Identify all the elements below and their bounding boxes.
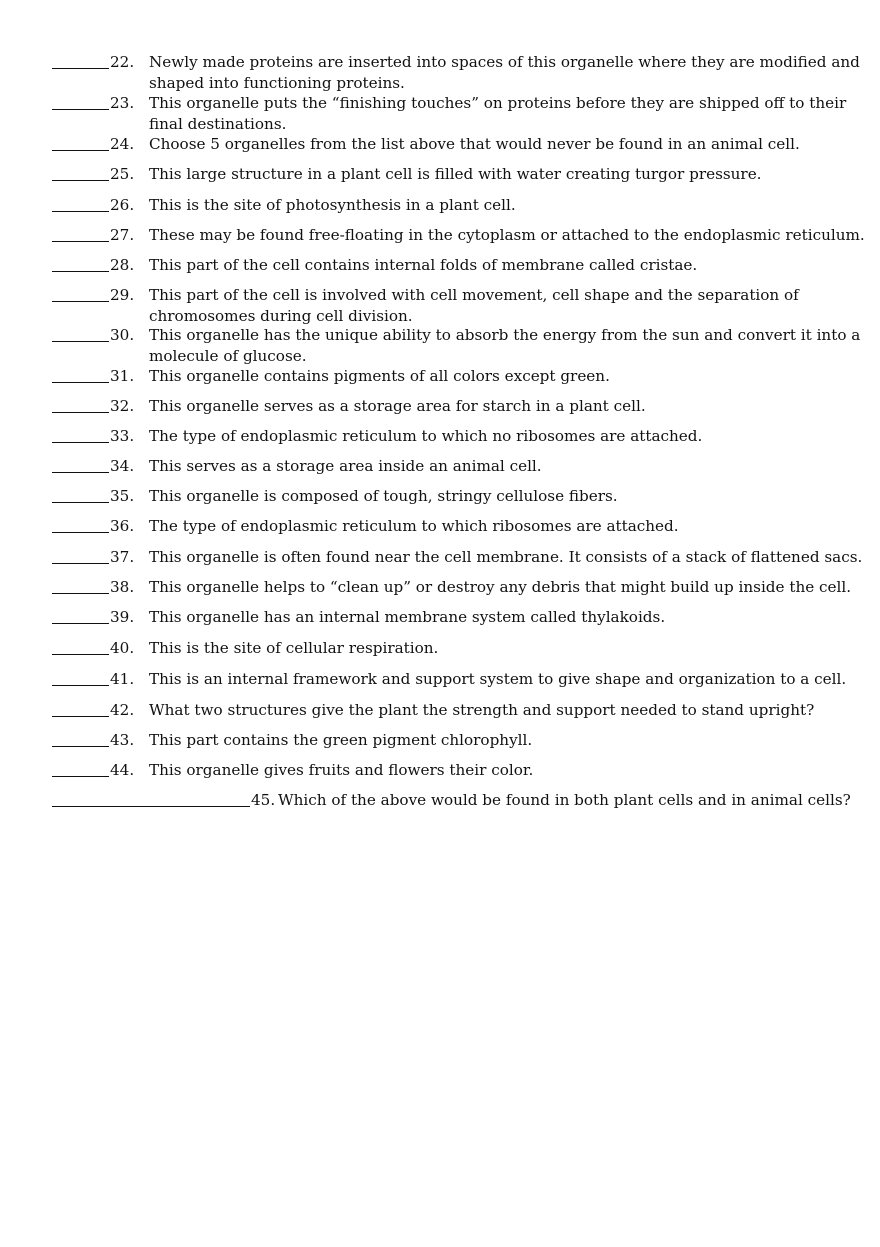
question-number: 45. bbox=[251, 791, 276, 809]
question-text bbox=[149, 396, 839, 417]
question-text bbox=[149, 195, 839, 216]
question-number: 40. bbox=[110, 639, 135, 657]
question-text-line: This organelle helps to “clean up” or destroy any debris that might build up inside the cell. bbox=[149, 578, 852, 596]
question-text bbox=[149, 700, 839, 721]
question-number: 24. bbox=[110, 135, 135, 153]
question-number: 26. bbox=[110, 196, 135, 214]
question-text-line: This organelle gives fruits and flowers their color. bbox=[149, 761, 534, 779]
answer-blank[interactable] bbox=[52, 577, 109, 594]
answer-blank[interactable] bbox=[52, 700, 109, 717]
question-number: 44. bbox=[110, 761, 135, 779]
question-text-line: shaped into functioning proteins. bbox=[149, 73, 405, 92]
question-text-line: This is the site of photosynthesis in a plant cell. bbox=[149, 196, 516, 214]
answer-blank[interactable] bbox=[52, 164, 109, 181]
answer-blank[interactable] bbox=[52, 93, 109, 110]
question-number: 23. bbox=[110, 94, 135, 112]
question-text-line: Newly made proteins are inserted into spaces of this organelle where they are modified and bbox=[149, 53, 860, 71]
question-text bbox=[149, 164, 839, 185]
question-number: 38. bbox=[110, 578, 135, 596]
question-text-line: This organelle contains pigments of all colors except green. bbox=[149, 367, 610, 385]
question-number: 30. bbox=[110, 326, 135, 344]
question-text-line: final destinations. bbox=[149, 114, 287, 133]
question-number: 34. bbox=[110, 457, 135, 475]
question-text-line: chromosomes during cell division. bbox=[149, 306, 413, 325]
question-number: 36. bbox=[110, 517, 135, 535]
question-text bbox=[149, 134, 839, 155]
answer-blank[interactable] bbox=[52, 396, 109, 413]
question-text bbox=[149, 426, 839, 447]
answer-blank[interactable] bbox=[52, 255, 109, 272]
question-text bbox=[149, 669, 847, 690]
answer-blank[interactable] bbox=[52, 547, 109, 564]
question-text bbox=[149, 255, 839, 276]
question-text bbox=[149, 456, 839, 477]
question-text bbox=[149, 225, 865, 246]
question-text-line: Which of the above would be found in both plant cells and in animal cells? bbox=[278, 791, 851, 809]
question-text-line: This part contains the green pigment chlorophyll. bbox=[149, 731, 533, 749]
question-number: 35. bbox=[110, 487, 135, 505]
answer-blank[interactable] bbox=[52, 790, 250, 807]
answer-blank[interactable] bbox=[52, 607, 109, 624]
question-number: 32. bbox=[110, 397, 135, 415]
question-text-line: What two structures give the plant the strength and support needed to stand upright? bbox=[149, 701, 815, 719]
question-text-line: This large structure in a plant cell is filled with water creating turgor pressure. bbox=[149, 165, 762, 183]
question-text bbox=[149, 638, 839, 659]
question-text-line: This part of the cell is involved with cell movement, cell shape and the separation of bbox=[149, 286, 799, 304]
question-text bbox=[278, 790, 878, 811]
question-number: 43. bbox=[110, 731, 135, 749]
question-text-line: These may be found free-floating in the cytoplasm or attached to the endoplasmic reticulum. bbox=[149, 226, 865, 244]
question-text bbox=[149, 577, 852, 598]
question-number: 33. bbox=[110, 427, 135, 445]
answer-blank[interactable] bbox=[52, 325, 109, 342]
question-number: 31. bbox=[110, 367, 135, 385]
question-number: 29. bbox=[110, 286, 135, 304]
question-number: 28. bbox=[110, 256, 135, 274]
question-text bbox=[149, 52, 860, 93]
question-text-line: This serves as a storage area inside an animal cell. bbox=[149, 457, 542, 475]
question-text-line: This part of the cell contains internal folds of membrane called cristae. bbox=[149, 256, 698, 274]
question-text-line: This is the site of cellular respiration. bbox=[149, 639, 439, 657]
question-number: 25. bbox=[110, 165, 135, 183]
question-number: 27. bbox=[110, 226, 135, 244]
answer-blank[interactable] bbox=[52, 366, 109, 383]
question-number: 37. bbox=[110, 548, 135, 566]
question-text bbox=[149, 93, 847, 134]
answer-blank[interactable] bbox=[52, 516, 109, 533]
question-number: 41. bbox=[110, 670, 135, 688]
answer-blank[interactable] bbox=[52, 426, 109, 443]
question-number: 39. bbox=[110, 608, 135, 626]
answer-blank[interactable] bbox=[52, 730, 109, 747]
question-text-line: This is an internal framework and support system to give shape and organization to a cell. bbox=[149, 670, 847, 688]
answer-blank[interactable] bbox=[52, 760, 109, 777]
question-text bbox=[149, 516, 839, 537]
question-text-line: The type of endoplasmic reticulum to which no ribosomes are attached. bbox=[149, 427, 703, 445]
question-text-line: This organelle has an internal membrane system called thylakoids. bbox=[149, 608, 666, 626]
question-text bbox=[149, 366, 839, 387]
question-text-line: The type of endoplasmic reticulum to which ribosomes are attached. bbox=[149, 517, 679, 535]
question-text-line: This organelle is composed of tough, stringy cellulose fibers. bbox=[149, 487, 618, 505]
question-text bbox=[149, 285, 839, 326]
answer-blank[interactable] bbox=[52, 486, 109, 503]
answer-blank[interactable] bbox=[52, 195, 109, 212]
question-text bbox=[149, 547, 863, 568]
question-text-line: molecule of glucose. bbox=[149, 346, 307, 365]
question-text bbox=[149, 760, 839, 781]
question-text bbox=[149, 607, 839, 628]
question-text-line: This organelle is often found near the cell membrane. It consists of a stack of flattened sacs. bbox=[149, 548, 863, 566]
question-text-line: This organelle serves as a storage area for starch in a plant cell. bbox=[149, 397, 646, 415]
question-text-line: This organelle puts the “finishing touches” on proteins before they are shipped off to their bbox=[149, 94, 847, 112]
question-number: 22. bbox=[110, 53, 135, 71]
question-number: 42. bbox=[110, 701, 135, 719]
question-text-line: This organelle has the unique ability to absorb the energy from the sun and convert it into a bbox=[149, 326, 861, 344]
answer-blank[interactable] bbox=[52, 669, 109, 686]
answer-blank[interactable] bbox=[52, 225, 109, 242]
question-text bbox=[149, 730, 839, 751]
answer-blank[interactable] bbox=[52, 134, 109, 151]
question-text-line: Choose 5 organelles from the list above that would never be found in an animal cell. bbox=[149, 135, 800, 153]
answer-blank[interactable] bbox=[52, 456, 109, 473]
answer-blank[interactable] bbox=[52, 285, 109, 302]
answer-blank[interactable] bbox=[52, 52, 109, 69]
question-text bbox=[149, 486, 839, 507]
question-text bbox=[149, 325, 861, 366]
answer-blank[interactable] bbox=[52, 638, 109, 655]
